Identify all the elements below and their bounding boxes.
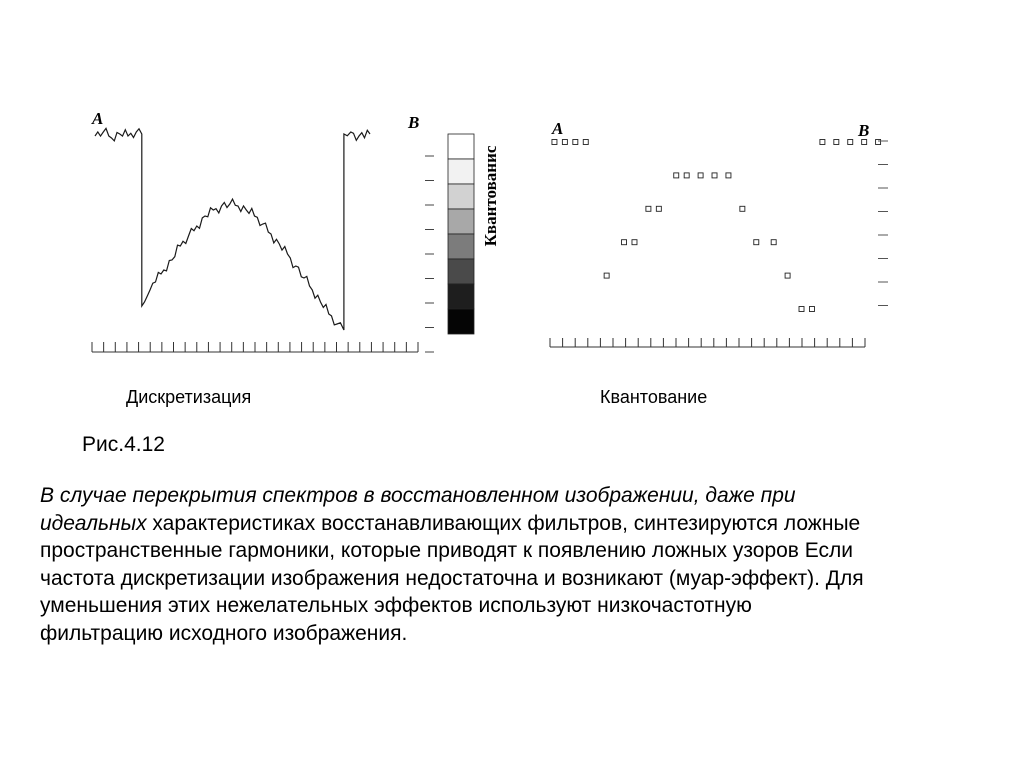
quantized-point	[834, 140, 839, 145]
quantized-point	[809, 307, 814, 312]
quantization-side-label: Квантованис	[481, 145, 500, 247]
quantized-point	[583, 140, 588, 145]
grayscale-level-cell	[448, 134, 474, 159]
quantized-point	[604, 273, 609, 278]
grayscale-level-cell	[448, 159, 474, 184]
paragraph-italic-word: идеальных	[40, 511, 147, 535]
quantized-point	[820, 140, 825, 145]
quantized-point	[562, 140, 567, 145]
sampled-signal-line	[95, 128, 370, 330]
quantized-point	[726, 173, 731, 178]
quantized-point	[656, 206, 661, 211]
quantized-point	[622, 240, 627, 245]
quantization-chart-svg	[544, 115, 900, 363]
quantized-point	[848, 140, 853, 145]
grayscale-level-cell	[448, 309, 474, 334]
quantized-point	[674, 173, 679, 178]
figure-label: Рис.4.12	[82, 433, 165, 456]
quantized-point	[573, 140, 578, 145]
paragraph-line: частота дискретизации изображения недостаточна и возникают (муар-эффект). Для	[40, 566, 864, 590]
paragraph-line: пространственные гармоники, которые приводят к появлению ложных узоров Если	[40, 539, 854, 562]
grayscale-level-cell	[448, 209, 474, 234]
grayscale-level-cell	[448, 184, 474, 209]
paragraph-line: уменьшения этих нежелательных эффектов используют низкочастотную	[40, 594, 752, 617]
quantized-point	[785, 273, 790, 278]
quantized-point	[862, 140, 867, 145]
quantized-point	[632, 240, 637, 245]
quantized-point	[754, 240, 759, 245]
quantized-point	[712, 173, 717, 178]
marker-a-right: A	[552, 119, 564, 138]
marker-b-right: B	[858, 121, 870, 140]
sampling-chart	[78, 108, 504, 370]
grayscale-level-cell	[448, 234, 474, 259]
paragraph-line: фильтрацию исходного изображения.	[40, 621, 408, 645]
quantized-point	[876, 140, 881, 145]
quantized-point	[771, 240, 776, 245]
paragraph-line: В случае перекрытия спектров в восстановленном изображении, даже при	[40, 484, 796, 507]
caption-sampling: Дискретизация	[126, 387, 252, 407]
quantized-point	[799, 307, 804, 312]
quantized-point	[646, 206, 651, 211]
grayscale-level-cell	[448, 259, 474, 284]
marker-a-left: A	[92, 109, 104, 128]
quantized-point	[552, 140, 557, 145]
quantization-chart	[544, 115, 900, 363]
quantized-point	[698, 173, 703, 178]
paragraph-text: характеристиках восстанавливающих фильтров, синтезируются ложные	[146, 511, 861, 535]
caption-quantization: Квантование	[600, 387, 708, 407]
body-paragraph	[40, 482, 1024, 647]
marker-b-left: B	[408, 113, 420, 132]
grayscale-level-cell	[448, 284, 474, 309]
quantized-point	[684, 173, 689, 178]
sampling-chart-svg	[78, 108, 504, 370]
quantized-point	[740, 206, 745, 211]
paragraph-line	[40, 510, 1024, 538]
